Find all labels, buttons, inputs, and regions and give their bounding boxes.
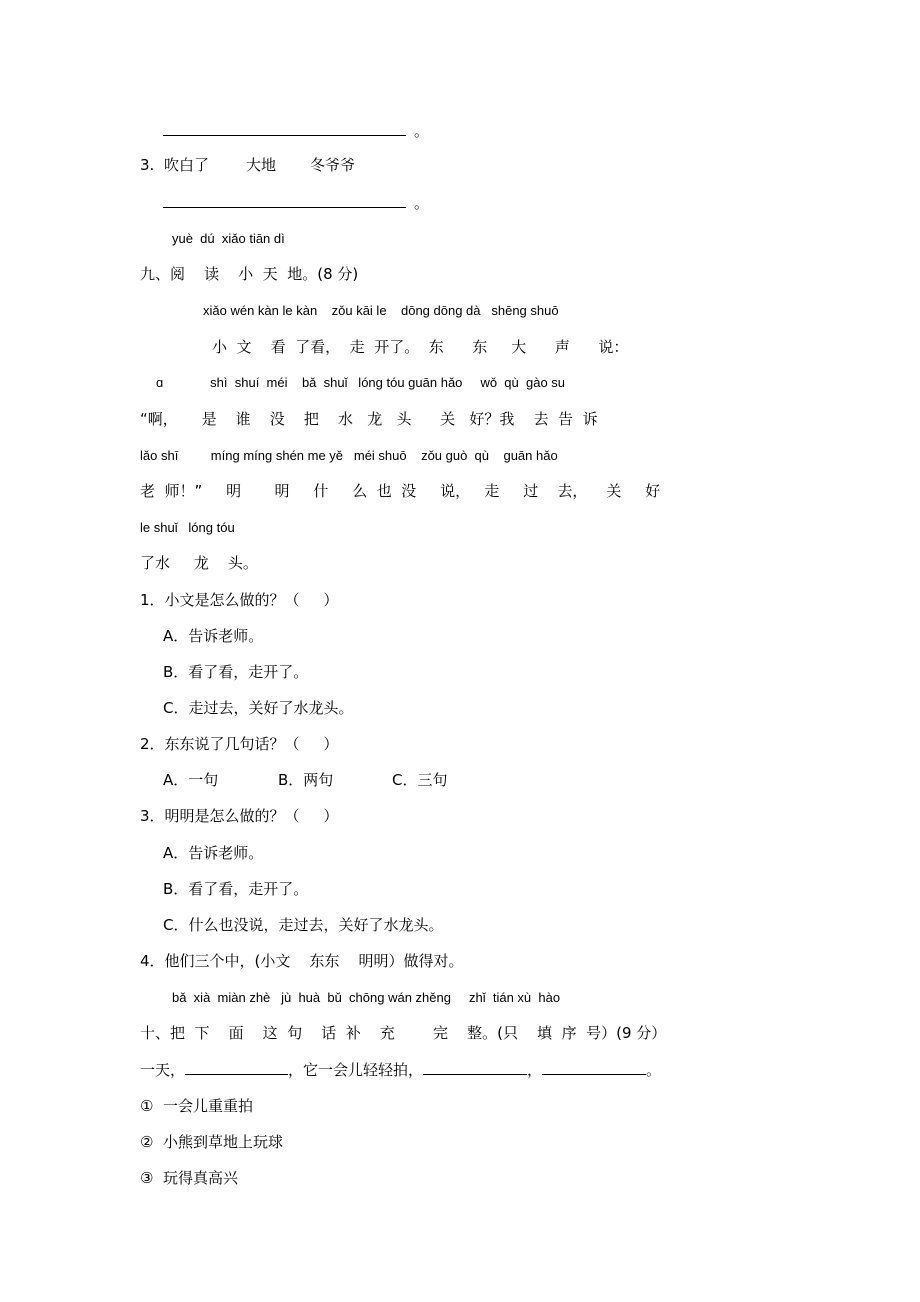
word-card: 大地 bbox=[246, 156, 277, 174]
q8-item-3 bbox=[140, 155, 356, 175]
passage-line-1: 小 文 看 了看， 走 开了。 东 东 大 声 说： bbox=[212, 338, 629, 356]
answer-blank-2[interactable] bbox=[423, 1060, 527, 1075]
option-1: ① 一会儿重重拍 bbox=[140, 1097, 253, 1115]
word-card: 冬爷爷 bbox=[310, 156, 356, 174]
question-1-option-b[interactable]: B．看了看，走开了。 bbox=[163, 663, 309, 681]
period: 。 bbox=[414, 122, 430, 140]
answer-blank-3[interactable] bbox=[542, 1060, 646, 1075]
period: 。 bbox=[414, 194, 430, 212]
question-2-option-b[interactable]: B．两句 bbox=[278, 771, 334, 789]
option-2: ② 小熊到草地上玩球 bbox=[140, 1133, 283, 1151]
question-2-stem: 2．东东说了几句话？（ ） bbox=[140, 735, 339, 753]
answer-blank-1[interactable] bbox=[185, 1060, 288, 1075]
question-3-option-b[interactable]: B．看了看，走开了。 bbox=[163, 880, 309, 898]
answer-blank[interactable] bbox=[163, 193, 406, 208]
question-2-option-a[interactable]: A．一句 bbox=[163, 771, 219, 789]
question-3-stem: 3．明明是怎么做的？（ ） bbox=[140, 807, 339, 825]
section-9-title-pinyin: yuè dú xiǎo tiān dì bbox=[172, 231, 285, 246]
question-1-option-c[interactable]: C．走过去，关好了水龙头。 bbox=[163, 699, 354, 717]
passage-pinyin-3: lǎo shī míng míng shén me yě méi shuō zǒu guò qù guān hǎo bbox=[140, 448, 558, 463]
sentence-start: 一天， bbox=[140, 1061, 186, 1079]
option-3: ③ 玩得真高兴 bbox=[140, 1169, 238, 1187]
section-10-title-pinyin: bǎ xià miàn zhè jù huà bǔ chōng wán zhěng zhǐ tián xù hào bbox=[172, 990, 561, 1005]
sentence-middle: ，它一会儿轻轻拍， bbox=[288, 1061, 424, 1079]
question-1-option-a[interactable]: A．告诉老师。 bbox=[163, 627, 264, 645]
word-card: 吹白了 bbox=[164, 156, 210, 174]
passage-pinyin-1: xiǎo wén kàn le kàn zǒu kāi le dōng dōng dà shēng shuō bbox=[203, 303, 559, 318]
passage-line-4: 了水 龙 头。 bbox=[140, 554, 258, 572]
answer-line-2[interactable] bbox=[163, 193, 429, 213]
answer-blank[interactable] bbox=[163, 121, 406, 136]
passage-line-3: 老 师！” 明 明 什 么 也 没 说， 走 过 去， 关 好 bbox=[140, 482, 661, 500]
question-1-stem: 1．小文是怎么做的？（ ） bbox=[140, 591, 339, 609]
period: 。 bbox=[646, 1061, 662, 1079]
passage-pinyin-4: le shuǐ lóng tóu bbox=[140, 520, 235, 535]
answer-line-1[interactable] bbox=[163, 121, 429, 141]
question-3-option-a[interactable]: A．告诉老师。 bbox=[163, 844, 264, 862]
passage-pinyin-2: ɑ shì shuí méi bǎ shuǐ lóng tóu guān hǎo wǒ qù gào su bbox=[156, 375, 566, 390]
fill-sentence bbox=[140, 1060, 661, 1080]
question-3-option-c[interactable]: C．什么也没说，走过去，关好了水龙头。 bbox=[163, 916, 444, 934]
passage-line-2: “啊， 是 谁 没 把 水 龙 头 关 好？我 去 告 诉 bbox=[140, 410, 598, 428]
section-9-title: 九、阅 读 小 天 地。(8 分) bbox=[140, 265, 359, 283]
question-4-stem: 4．他们三个中，(小文 东东 明明）做得对。 bbox=[140, 952, 464, 970]
question-2-option-c[interactable]: C．三句 bbox=[392, 771, 448, 789]
item-number: 3. bbox=[140, 156, 155, 174]
comma: ， bbox=[527, 1061, 543, 1079]
section-10-title: 十、把 下 面 这 句 话 补 充 完 整。(只 填 序 号）(9 分） bbox=[140, 1024, 667, 1042]
